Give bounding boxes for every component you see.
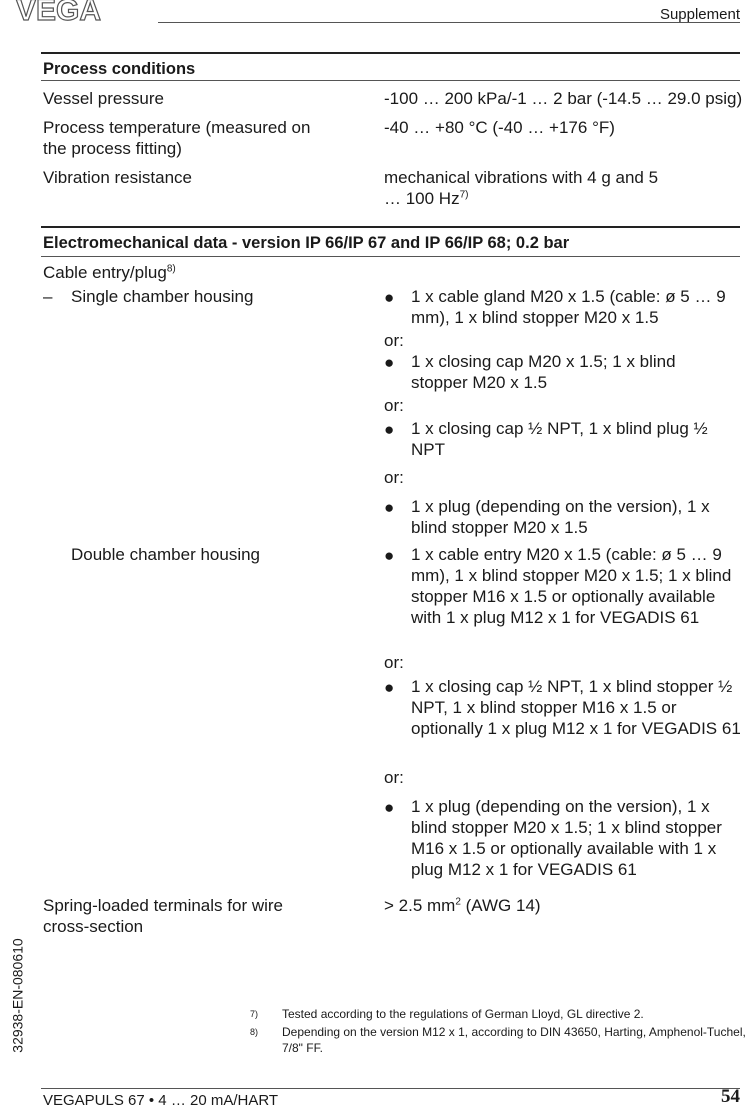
or-label: or: [384, 331, 404, 350]
list-dash: – [43, 287, 53, 306]
row-label: Vessel pressure [43, 89, 164, 108]
list-item: 1 x closing cap M20 x 1.5; 1 x blind stopper M20 x 1.5 [411, 352, 676, 392]
document-code: 32938-EN-080610 [9, 938, 26, 1053]
page-number: 54 [721, 1086, 740, 1107]
section-rule [41, 52, 740, 54]
footer-rule [41, 1088, 740, 1089]
bullet: ● [384, 498, 395, 517]
single-chamber-label: Single chamber housing [71, 287, 254, 306]
row-value: -40 … +80 °C (-40 … +176 °F) [384, 118, 615, 137]
double-chamber-label: Double chamber housing [71, 545, 261, 564]
list-item: 1 x plug (depending on the version), 1 x blind stopper M20 x 1.5 [411, 497, 710, 537]
or-label: or: [384, 653, 404, 672]
footer-product: VEGAPULS 67 • 4 … 20 mA/HART [43, 1092, 279, 1109]
cable-entry-label: Cable entry/plug$^{8)}$ [43, 263, 176, 282]
or-label: or: [384, 396, 404, 415]
row-label: Process temperature (measured on the process fitting) [43, 118, 311, 158]
section-rule [41, 226, 740, 228]
bullet: ● [384, 288, 395, 307]
list-item: 1 x closing cap ½ NPT, 1 x blind plug ½ NPT [411, 419, 708, 459]
terminals-value: > 2.5 $mm^2$ (AWG 14) [384, 896, 541, 915]
footnote: 7) Tested according to the regulations of German Lloyd, GL directive 2. [250, 1007, 644, 1021]
or-label: or: [384, 768, 404, 787]
vega-logo [14, 0, 144, 24]
bullet: ● [384, 546, 395, 565]
bullet: ● [384, 798, 395, 817]
list-item: 1 x cable gland M20 x 1.5 (cable: ø 5 … 9 mm), 1 x blind stopper M20 x 1.5 [411, 287, 726, 327]
section-rule [41, 80, 740, 81]
list-item: 1 x closing cap ½ NPT, 1 x blind stopper ½ NPT, 1 x blind stopper M16 x 1.5 or optionally 1 x plug M12 x 1 for VEGADIS 61 [411, 677, 741, 738]
row-value: -100 … 200 kPa/-1 … 2 bar (-14.5 … 29.0 psig) [384, 89, 743, 108]
footnote: 8) Depending on the version M12 x 1, according to DIN 43650, Harting, Amphenol-Tuchel, 7/8" FF. [250, 1025, 746, 1055]
header-supplement: Supplement [659, 6, 740, 23]
list-item: 1 x cable entry M20 x 1.5 (cable: ø 5 … 9 mm), 1 x blind stopper M20 x 1.5; 1 x blind stopper M16 x 1.5 or optionally available with 1 x plug M12 x 1 for VEGADIS 61 [411, 545, 732, 627]
terminals-label: Spring-loaded terminals for wire cross-section [43, 896, 283, 936]
section-title-electro: Electromechanical data - version IP 66/IP 67 and IP 66/IP 68; 0.2 bar [43, 234, 570, 252]
section-title-process: Process conditions [43, 60, 196, 78]
or-label: or: [384, 468, 404, 487]
bullet: ● [384, 420, 395, 439]
section-rule [41, 256, 740, 257]
bullet: ● [384, 678, 395, 697]
list-item: 1 x plug (depending on the version), 1 x blind stopper M20 x 1.5; 1 x blind stopper M16 x 1.5 or optionally available with 1 x plug M12 x 1 for VEGADIS 61 [411, 797, 722, 879]
bullet: ● [384, 353, 395, 372]
header-rule [158, 22, 740, 23]
row-label: Vibration resistance [43, 168, 192, 187]
svg-text:VEGA: VEGA [16, 0, 102, 24]
row-value: mechanical vibrations with 4 g and 5 … 100 Hz$^{7)}$ [384, 168, 659, 208]
